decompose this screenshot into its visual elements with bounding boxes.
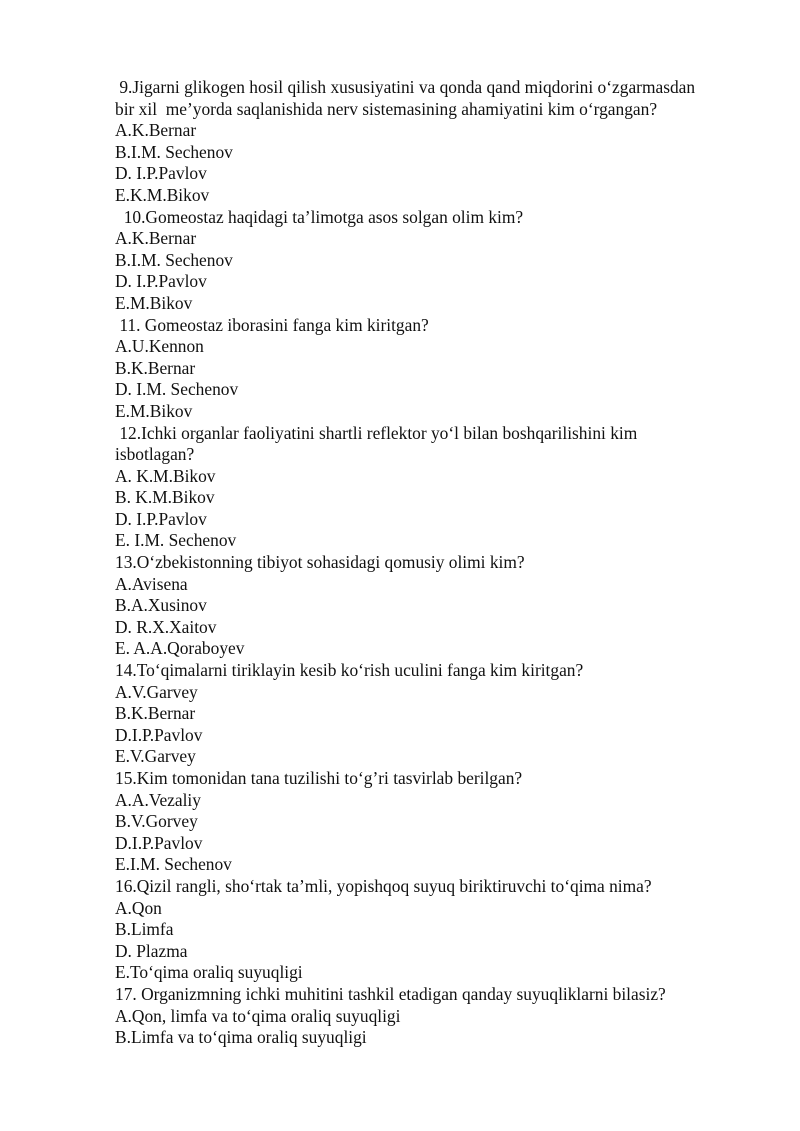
question-text: 16.Qizil rangli, sho‘rtak ta’mli, yopishqoq suyuq biriktiruvchi to‘qima nima? [115,875,652,896]
question-text: bir xil me’yorda saqlanishida nerv sistemasining ahamiyatini kim o‘rgangan? [115,98,658,119]
answer-option: B.I.M. Sechenov [115,141,233,162]
answer-option: D. I.P.Pavlov [115,508,207,529]
question-block [115,660,755,768]
question-block [115,423,755,553]
answer-option: D. R.X.Xaitov [115,616,217,637]
answer-option: D.I.P.Pavlov [115,832,203,853]
question-text: isbotlagan? [115,444,195,465]
question-block [115,207,755,315]
question-text: 12.Ichki organlar faoliyatini shartli reflektor yo‘l bilan boshqarilishini kim [115,422,638,443]
answer-option: B.Limfa [115,919,174,940]
answer-option: A.K.Bernar [115,120,197,141]
question-text: 10.Gomeostaz haqidagi ta’limotga asos solgan olim kim? [115,206,524,227]
answer-option: B.A.Xusinov [115,595,207,616]
answer-option: A.U.Kennon [115,336,204,357]
answer-option: E.K.M.Bikov [115,184,210,205]
question-list [115,77,755,1049]
answer-option: E.I.M. Sechenov [115,854,232,875]
answer-option: D. I.P.Pavlov [115,163,207,184]
answer-option: A.Avisena [115,573,188,594]
answer-option: D. I.M. Sechenov [115,379,239,400]
answer-option: A.K.Bernar [115,228,197,249]
question-text: 9.Jigarni glikogen hosil qilish xususiyatini va qonda qand miqdorini o‘zgarmasdan [115,77,696,97]
question-block [115,768,755,876]
question-text: 13.O‘zbekistonning tibiyot sohasidagi qomusiy olimi kim? [115,552,525,573]
answer-option: E.M.Bikov [115,400,193,421]
answer-option: B. K.M.Bikov [115,487,215,508]
answer-option: E. I.M. Sechenov [115,530,237,551]
question-block [115,876,755,984]
answer-option: A. K.M.Bikov [115,465,216,486]
answer-option: E.V.Garvey [115,746,196,767]
answer-option: B.K.Bernar [115,357,196,378]
answer-option: A.A.Vezaliy [115,789,201,810]
answer-option: D. Plazma [115,940,188,961]
question-text: 11. Gomeostaz iborasini fanga kim kiritgan? [115,314,429,335]
answer-option: E.To‘qima oraliq suyuqligi [115,962,303,983]
answer-option: B.I.M. Sechenov [115,249,233,270]
answer-option: E. A.A.Qoraboyev [115,638,245,659]
answer-option: B.V.Gorvey [115,811,198,832]
question-block [115,315,755,423]
answer-option: D.I.P.Pavlov [115,724,203,745]
answer-option: D. I.P.Pavlov [115,271,207,292]
question-text: 14.To‘qimalarni tiriklayin kesib ko‘rish uculini fanga kim kiritgan? [115,660,584,681]
answer-option: E.M.Bikov [115,292,193,313]
answer-option: B.Limfa va to‘qima oraliq suyuqligi [115,1027,367,1048]
question-block [115,552,755,660]
question-block [115,984,755,1049]
answer-option: A.Qon, limfa va to‘qima oraliq suyuqligi [115,1005,401,1026]
answer-option: A.V.Garvey [115,681,198,702]
question-block [115,77,755,207]
question-text: 17. Organizmning ichki muhitini tashkil etadigan qanday suyuqliklarni bilasiz? [115,983,666,1004]
question-text: 15.Kim tomonidan tana tuzilishi to‘g’ri tasvirlab berilgan? [115,768,523,788]
answer-option: A.Qon [115,897,162,918]
answer-option: B.K.Bernar [115,703,196,724]
